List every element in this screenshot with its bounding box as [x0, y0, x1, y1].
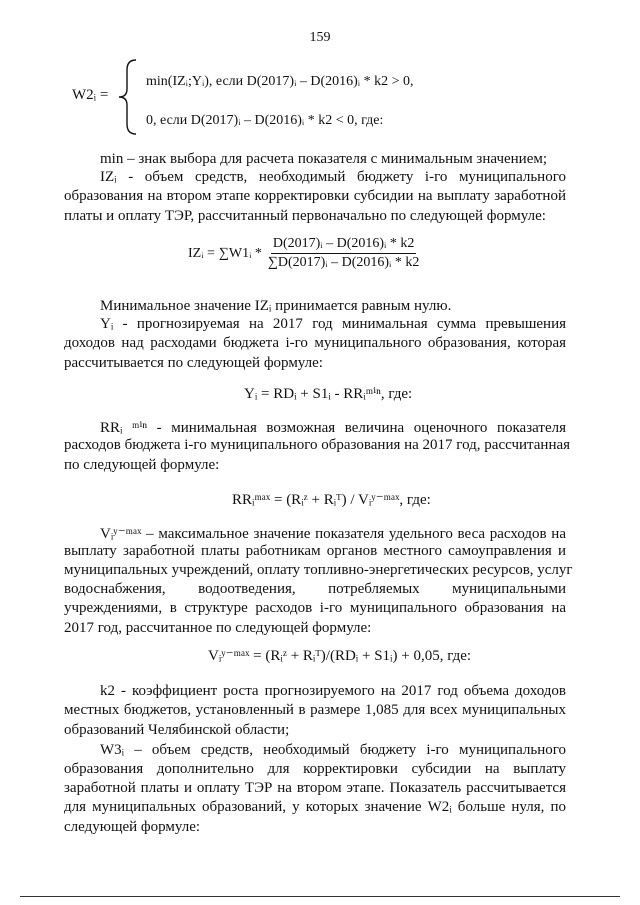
- w2-case-1: min(IZᵢ;Yᵢ), если D(2017)ᵢ – D(2016)ᵢ * k2 > 0,: [146, 74, 414, 89]
- text-line: по следующей формуле:: [64, 457, 220, 473]
- page-bottom-rule: [20, 896, 620, 897]
- iz-sum: ∑W1ᵢ *: [218, 245, 262, 261]
- text-line: расходов бюджета i-го муниципального образования на 2017 год, рассчитанная: [64, 437, 571, 453]
- left-brace-icon: [116, 58, 138, 136]
- text-line: RRᵢ ᵐⁱⁿ - минимальная возможная величина оценочного показателя: [100, 420, 566, 436]
- text-line: муниципальных учреждений, оплату топливно-энергетических ресурсов, услуг: [64, 562, 573, 578]
- text-line: водоснабжения, водоотведения, потребляемых муниципальными: [64, 581, 566, 597]
- page-number: 159: [309, 30, 331, 45]
- w2-case-2: 0, если D(2017)ᵢ – D(2016)ᵢ * k2 < 0, где:: [146, 113, 384, 128]
- formula-rr: RRᵢᵐᵃˣ = (Rᵢᶻ + Rᵢᵀ) / Vᵢʸ⁻ᵐᵃˣ, где:: [232, 492, 431, 508]
- text-line: 2017 год, рассчитанное по следующей формуле:: [64, 620, 372, 636]
- text-line: доходов над расходами бюджета i-го муниципального образования, которая: [64, 335, 566, 351]
- text-line: образования дополнительно для корректировки субсидии на выплату: [64, 761, 566, 777]
- text-line: образований Челябинской области;: [64, 722, 290, 738]
- formula-v: Vᵢʸ⁻ᵐᵃˣ = (Rᵢᶻ + Rᵢᵀ)/(RDᵢ + S1ᵢ) + 0,05, где:: [208, 648, 472, 664]
- formula-iz: [188, 236, 421, 271]
- text-line: выплату заработной платы работникам органов местного самоуправления и: [64, 543, 566, 559]
- text-line: следующей формуле:: [64, 819, 201, 835]
- text-line: образования на втором этапе корректировки субсидии на выплату заработной: [64, 188, 566, 204]
- paragraph-min: min – знак выбора для расчета показателя с минимальным значением;: [100, 151, 548, 167]
- text-line: рассчитывается по следующей формуле:: [64, 355, 323, 371]
- iz-denominator: ∑D(2017)ᵢ – D(2016)ᵢ * k2: [267, 255, 420, 270]
- formula-y: Yᵢ = RDᵢ + S1ᵢ - RRᵢᵐⁱⁿ, где:: [244, 386, 413, 402]
- text-line: Vᵢʸ⁻ᵐᵃˣ – максимальное значение показателя удельного веса расходов на: [100, 526, 566, 542]
- text-line: платы и оплату ТЭР, рассчитанный первоначально по следующей формуле:: [64, 208, 546, 224]
- paragraph-min-value: Минимальное значение IZᵢ принимается равным нулю.: [100, 298, 452, 314]
- text-line: учреждениями, в структуре расходов i-го муниципального образования на: [64, 600, 566, 616]
- text-line: IZᵢ - объем средств, необходимый бюджету i-го муниципального: [100, 169, 566, 185]
- text-line: для муниципальных образований, у которых значение W2ᵢ больше нуля, по: [64, 799, 566, 815]
- text-line: местных бюджетов, установленный в размере 1,085 для всех муниципальных: [64, 702, 566, 718]
- iz-fraction: [266, 236, 421, 271]
- text-line: W3ᵢ – объем средств, необходимый бюджету i-го муниципального: [100, 742, 566, 758]
- iz-lhs: IZᵢ =: [188, 245, 215, 261]
- text-line: k2 - коэффициент роста прогнозируемого на 2017 год объема доходов: [100, 683, 566, 699]
- text-line: Yᵢ - прогнозируемая на 2017 год минимальная сумма превышения: [100, 316, 566, 332]
- text-line: заработной платы и оплату ТЭР на втором этапе. Показатель рассчитывается: [64, 780, 566, 796]
- iz-numerator: D(2017)ᵢ – D(2016)ᵢ * k2: [271, 236, 416, 254]
- w2-lhs: W2ᵢ =: [72, 87, 109, 103]
